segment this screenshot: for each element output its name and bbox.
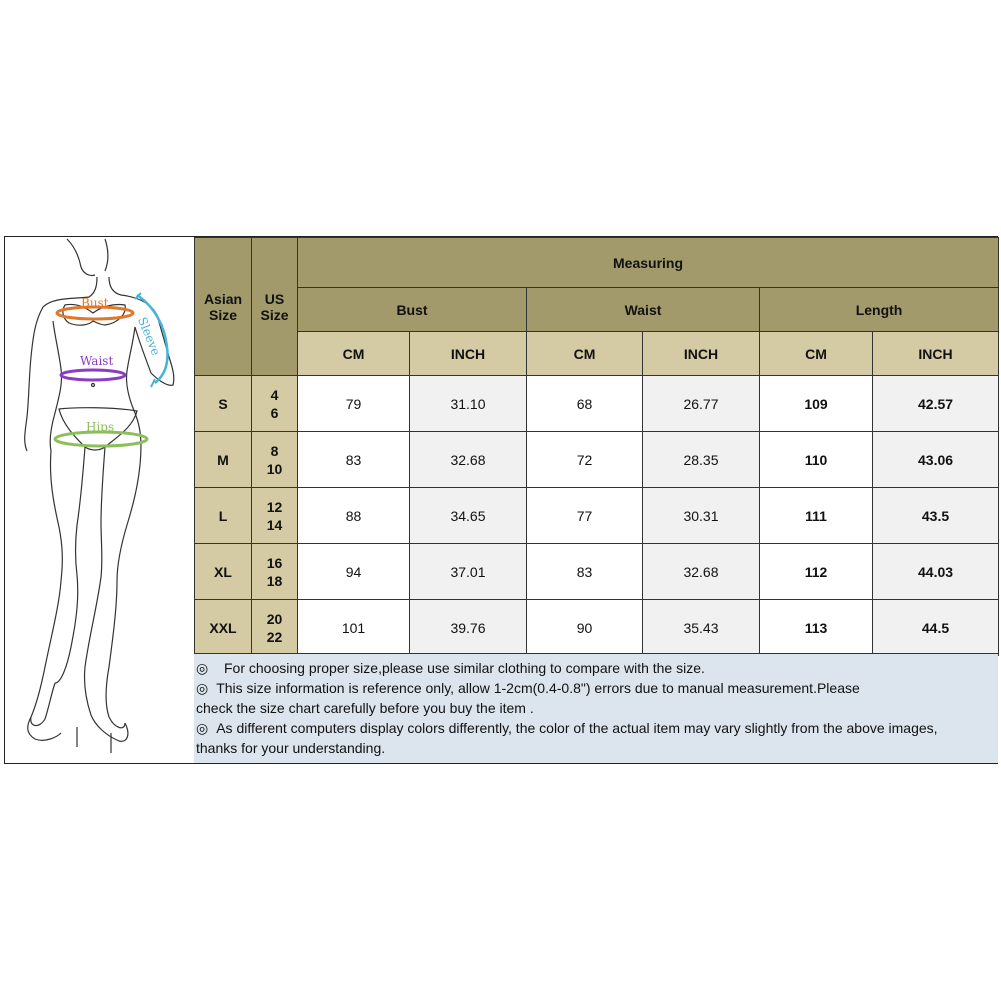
length-cm-cell: 113 [760,600,873,656]
asian-size-header: Asian Size [195,238,252,376]
bust-cm-cell: 88 [298,488,410,544]
us-size-cell: 20 22 [252,600,298,656]
waist-inch-cell: 35.43 [643,600,760,656]
size-chart [4,236,998,764]
length-inch-cell: 44.03 [873,544,999,600]
waist-cm-cell: 83 [527,544,643,600]
woman-outline-illustration [5,237,195,763]
bust-inch-cell: 34.65 [410,488,527,544]
waist-inch-cell: 30.31 [643,488,760,544]
table-row [195,432,999,488]
note-line: ◎ As different computers display colors differently, the color of the actual item may vary slightly from the above images, [196,720,938,736]
note-line: thanks for your understanding. [196,740,386,756]
circle-mark-icon: ◎ [196,720,209,736]
length-cm-cell: 111 [760,488,873,544]
bust-cm-cell: 94 [298,544,410,600]
us-size-cell: 12 14 [252,488,298,544]
waist-cm-cell: 90 [527,600,643,656]
measuring-header: Measuring [298,238,999,288]
table-row [195,376,999,432]
asian-size-cell: XXL [195,600,252,656]
note-line: ◎ For choosing proper size,please use similar clothing to compare with the size. [196,660,705,676]
waist-header: Waist [527,288,760,332]
asian-size-cell: S [195,376,252,432]
circle-mark-icon: ◎ [196,680,209,696]
bust-inch-cell: 31.10 [410,376,527,432]
bust-label: Bust [81,296,109,310]
waist-label: Waist [80,354,114,368]
asian-size-cell: L [195,488,252,544]
table-row [195,600,999,656]
bust-inch-cell: 32.68 [410,432,527,488]
waist-inch-header: INCH [643,332,760,376]
note-line: ◎ This size information is reference only, allow 1-2cm(0.4-0.8") errors due to manual measurement.Please [196,680,860,696]
waist-inch-cell: 32.68 [643,544,760,600]
note-line: check the size chart carefully before you buy the item . [196,700,534,716]
length-cm-cell: 110 [760,432,873,488]
length-inch-cell: 42.57 [873,376,999,432]
length-header: Length [760,288,999,332]
table-row [195,488,999,544]
size-notes [194,653,998,763]
waist-cm-header: CM [527,332,643,376]
length-inch-cell: 43.06 [873,432,999,488]
waist-inch-cell: 28.35 [643,432,760,488]
us-size-cell: 16 18 [252,544,298,600]
table-row [195,544,999,600]
bust-inch-cell: 37.01 [410,544,527,600]
bust-cm-cell: 83 [298,432,410,488]
hips-label: Hips [86,420,115,434]
length-cm-cell: 109 [760,376,873,432]
us-size-header: US Size [252,238,298,376]
bust-cm-header: CM [298,332,410,376]
bust-inch-cell: 39.76 [410,600,527,656]
waist-cm-cell: 77 [527,488,643,544]
length-inch-cell: 44.5 [873,600,999,656]
body-measurement-figure [5,237,195,763]
length-inch-cell: 43.5 [873,488,999,544]
length-cm-header: CM [760,332,873,376]
bust-header: Bust [298,288,527,332]
waist-inch-cell: 26.77 [643,376,760,432]
length-inch-header: INCH [873,332,999,376]
asian-size-cell: XL [195,544,252,600]
length-cm-cell: 112 [760,544,873,600]
waist-cm-cell: 68 [527,376,643,432]
bust-cm-cell: 79 [298,376,410,432]
waist-cm-cell: 72 [527,432,643,488]
us-size-cell: 4 6 [252,376,298,432]
bust-cm-cell: 101 [298,600,410,656]
bust-inch-header: INCH [410,332,527,376]
asian-size-cell: M [195,432,252,488]
size-table [194,237,999,656]
us-size-cell: 8 10 [252,432,298,488]
circle-mark-icon: ◎ [196,660,209,676]
sleeve-label: Sleeve [135,315,164,358]
